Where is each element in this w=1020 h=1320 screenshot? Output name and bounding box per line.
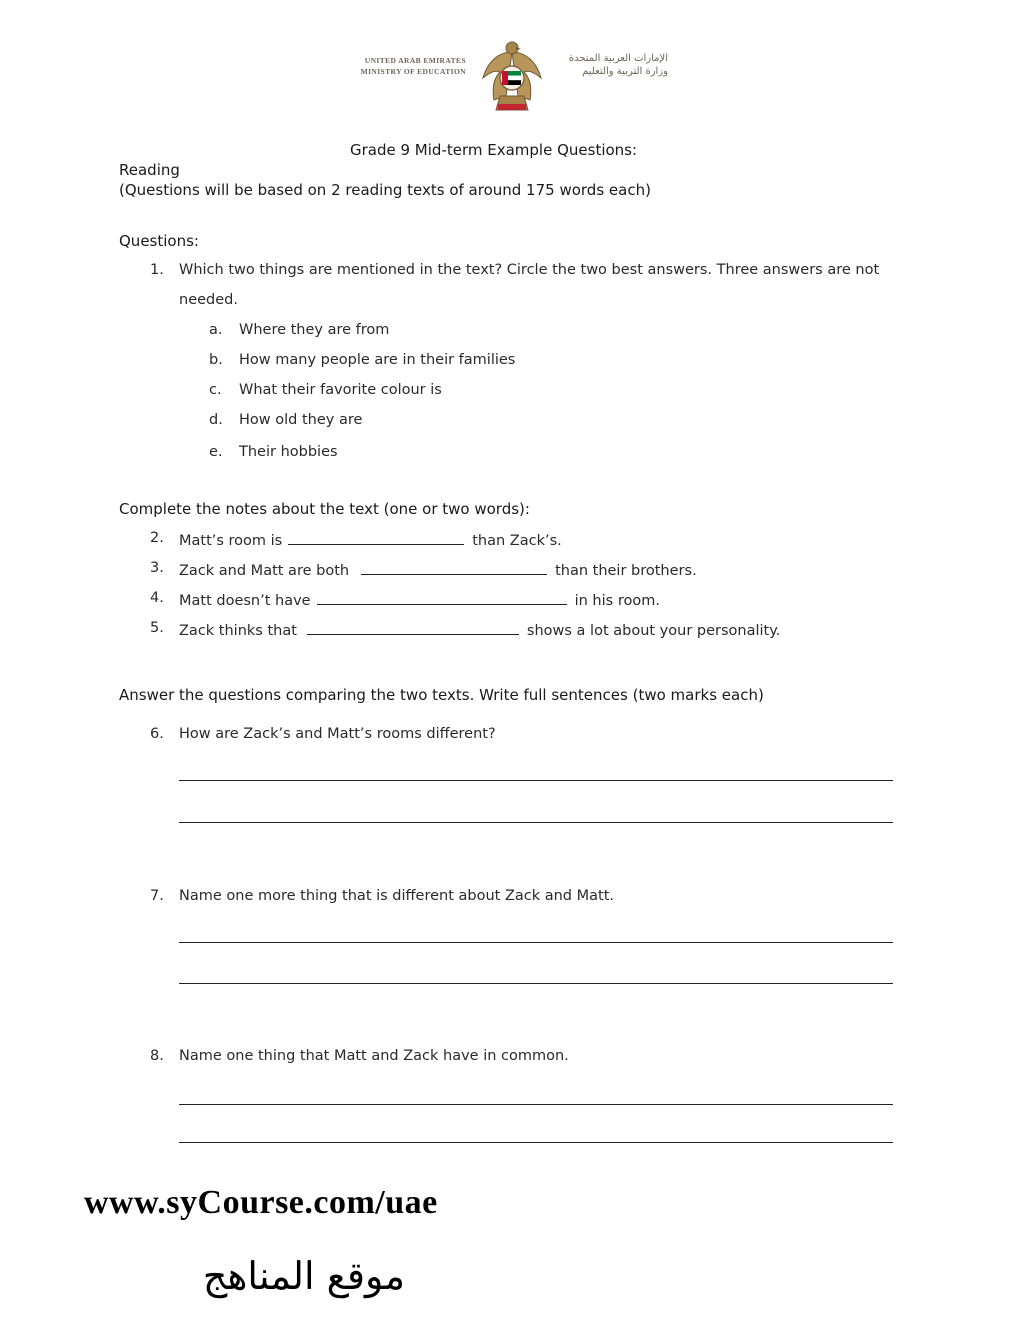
note-row-3 (179, 560, 697, 579)
q8-answer-line-2[interactable] (179, 1142, 893, 1143)
header-org-en-line1: UNITED ARAB EMIRATES (364, 56, 466, 65)
q1-option-text: Where they are from (239, 322, 390, 338)
note-row-5 (179, 620, 780, 639)
header-org-ar-line2: وزارة التربية والتعليم (582, 66, 668, 77)
q5-after: shows a lot about your personality. (526, 623, 781, 639)
q5-answer-blank[interactable] (307, 620, 519, 635)
q6-number: 6. (150, 726, 164, 742)
q1-option-letter: e. (209, 444, 223, 460)
q7-text: Name one more thing that is different about Zack and Matt. (179, 888, 614, 904)
q6-text: How are Zack’s and Matt’s rooms different? (179, 726, 496, 742)
header-org-ar-line1: الإمارات العربية المتحدة (568, 53, 668, 64)
q7-answer-line-1[interactable] (179, 942, 893, 943)
q4-after: in his room. (574, 593, 660, 609)
q1-option-text: Their hobbies (239, 444, 338, 460)
q1-option-text: What their favorite colour is (239, 382, 442, 398)
q1-text-line2: needed. (179, 292, 238, 308)
footer-arabic: موقع المناهج (202, 1254, 405, 1298)
q1-option-letter: d. (209, 412, 223, 428)
q3-before: Zack and Matt are both (179, 563, 350, 579)
note-row-4 (179, 590, 660, 609)
q1-option-letter: b. (209, 352, 223, 368)
q2-number: 2. (150, 530, 164, 546)
page-title: Grade 9 Mid-term Example Questions: (350, 141, 638, 159)
q2-answer-blank[interactable] (288, 530, 464, 545)
q1-text-line1: Which two things are mentioned in the text? Circle the two best answers. Three answers are not (179, 262, 880, 278)
q1-number: 1. (150, 262, 164, 278)
q1-option-letter: c. (209, 382, 222, 398)
q3-number: 3. (150, 560, 164, 576)
section-label: Reading (119, 161, 180, 179)
uae-emblem-icon (480, 38, 544, 114)
q8-text: Name one thing that Matt and Zack have in common. (179, 1048, 569, 1064)
q7-answer-line-2[interactable] (179, 983, 893, 984)
q7-number: 7. (150, 888, 164, 904)
q1-option-text: How many people are in their families (239, 352, 516, 368)
q5-before: Zack thinks that (179, 623, 297, 639)
q6-answer-line-2[interactable] (179, 822, 893, 823)
q6-answer-line-1[interactable] (179, 780, 893, 781)
questions-heading: Questions: (119, 232, 199, 250)
note-row-2 (179, 530, 562, 549)
footer-url[interactable]: www.syCourse.com/uae (84, 1184, 438, 1221)
q4-before: Matt doesn’t have (179, 593, 311, 609)
q4-number: 4. (150, 590, 164, 606)
q1-option-letter: a. (209, 322, 223, 338)
q1-option-text: How old they are (239, 412, 363, 428)
compare-heading: Answer the questions comparing the two texts. Write full sentences (two marks each) (119, 686, 764, 704)
q2-after: than Zack’s. (472, 533, 562, 549)
q3-after: than their brothers. (555, 563, 697, 579)
q2-before: Matt’s room is (179, 533, 283, 549)
q8-answer-line-1[interactable] (179, 1104, 893, 1105)
notes-heading: Complete the notes about the text (one or two words): (119, 500, 530, 518)
q5-number: 5. (150, 620, 164, 636)
header-org-en-line2: MINISTRY OF EDUCATION (360, 67, 466, 76)
q4-answer-blank[interactable] (317, 590, 567, 605)
q3-answer-blank[interactable] (361, 560, 547, 575)
q8-number: 8. (150, 1048, 164, 1064)
reading-note: (Questions will be based on 2 reading texts of around 175 words each) (119, 181, 651, 199)
